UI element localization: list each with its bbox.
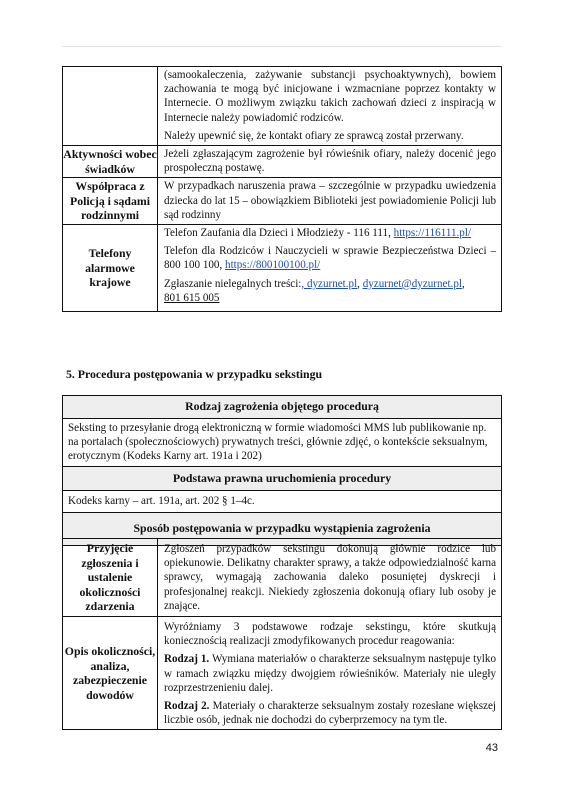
link-116111[interactable]: https://116111.pl/ (393, 227, 471, 240)
content-cell: Seksting to przesyłanie drogą elektroniczną w formie wiadomości MMS lub publikowanie np. na portalach (społecznościowych) prywatnych treści, głównie zdjęć, o kontekście seksualnym, erotycznym (Kodeks Karny art. 191a i 202) (63, 419, 502, 467)
table-row (63, 146, 502, 178)
phone-entry (164, 277, 496, 305)
table-header: Podstawa prawna uruchomienia procedury (63, 466, 502, 490)
table-procedure-steps (62, 538, 502, 730)
row-label: Telefony alarmowe krajowe (63, 225, 158, 312)
phone-text: Telefon Zaufania dla Dzieci i Młodzieży - 116 111, (164, 227, 394, 240)
link-800100100[interactable]: https://800100100.pl/ (225, 259, 321, 272)
section-heading: 5. Procedura postępowania w przypadku sekstingu (66, 367, 323, 381)
separator: , (461, 277, 465, 290)
row-label: Opis okoliczności, analiza, zabezpieczenie dowodów (63, 617, 158, 730)
bold-term: Rodzaj 2. (164, 700, 210, 713)
content-cell: Jeżeli zgłaszającym zagrożenie był rówieśnik ofiary, należy docenić jego prospołeczną postawę. (158, 146, 502, 178)
row-label: Współpraca z Policją i sądami rodzinnymi (63, 178, 158, 225)
row-label: Przyjęcie zgłoszenia i ustalenie okoliczności zdarzenia (63, 539, 158, 617)
content-cell (158, 617, 502, 730)
bold-term: Rodzaj 1. (164, 653, 210, 666)
phone-entry (164, 226, 496, 240)
table-header: Sposób postępowania w przypadku wystąpienia zagrożenia (63, 512, 502, 545)
paragraph: Wyróżniamy 3 podstawowe rodzaje sekstingu, które skutkują koniecznością realizacji zmodyfikowanych procedur reagowania: (164, 621, 496, 648)
phone-number: 801 615 005 (164, 291, 220, 304)
paragraph-text: Materiały o charakterze seksualnym zostały rozesłane większej liczbie osób, jednak nie dochodzi do cyberprzemocy na tym tle. (164, 700, 496, 727)
content-cell: W przypadkach naruszenia prawa – szczególnie w przypadku uwiedzenia dziecka do lat 15 – obowiązkiem Biblioteki jest powiadomienie Policji lub sąd rodzinny (158, 178, 502, 225)
table-row (63, 539, 502, 617)
row-label: Aktywności wobec świadków (63, 146, 158, 178)
phone-entry (164, 244, 496, 272)
paragraph (164, 699, 496, 727)
content-cell (158, 225, 502, 312)
paragraph-text: Wymiana materiałów o charakterze seksualnym następuje tylko w ramach związku między dwojgiem rówieśników. Materiały nie uległy rozprzestrzenieniu dalej. (164, 653, 496, 694)
table-row (63, 178, 502, 225)
table-row (63, 67, 502, 146)
table-row (63, 225, 502, 312)
table-sexting-info (62, 395, 502, 546)
content-cell: Zgłoszeń przypadków sekstingu dokonują głównie rodzice lub opiekunowie. Delikatny charakter sprawy, a także odpowiedzialność karna sprawcy, wymagają zachowania daleko posuniętej dyskrecji i profesjonalnej reakcji. Niekiedy zgłoszenia dokonują ofiary lub osoby je znające. (158, 539, 502, 617)
content-cell: Kodeks karny – art. 191a, art. 202 § 1–4c. (63, 490, 502, 512)
separator: , (357, 277, 363, 290)
phone-text: Zgłaszanie nielegalnych treści: (164, 277, 302, 290)
header-rule (62, 46, 502, 47)
paragraph (164, 652, 496, 695)
phone-text: Telefon dla Rodziców i Nauczycieli w sprawie Bezpieczeństwa Dzieci – 800 100 100, (164, 245, 496, 272)
page-number: 43 (485, 742, 498, 754)
content-cell (158, 67, 502, 146)
table-row (63, 617, 502, 730)
table-header: Rodzaj zagrożenia objętego procedurą (63, 396, 502, 419)
table-safety-actions (62, 66, 502, 312)
link-dyzurnet-email[interactable]: dyzurnet@dyzurnet.pl (362, 277, 462, 290)
link-dyzurnet[interactable]: , dyzurnet.pl (301, 277, 358, 290)
empty-label-cell (63, 67, 158, 146)
paragraph: Należy upewnić się, że kontakt ofiary ze sprawcą został przerwany. (164, 129, 464, 142)
paragraph: (samookaleczenia, zażywanie substancji psychoaktywnych), bowiem zachowania te mogą być inicjowane i wzmacniane poprzez kontakty w Internecie. O możliwym związku takich zachowań dzieci z inspiracją w Internecie należy powiadomić rodziców. (164, 69, 496, 124)
